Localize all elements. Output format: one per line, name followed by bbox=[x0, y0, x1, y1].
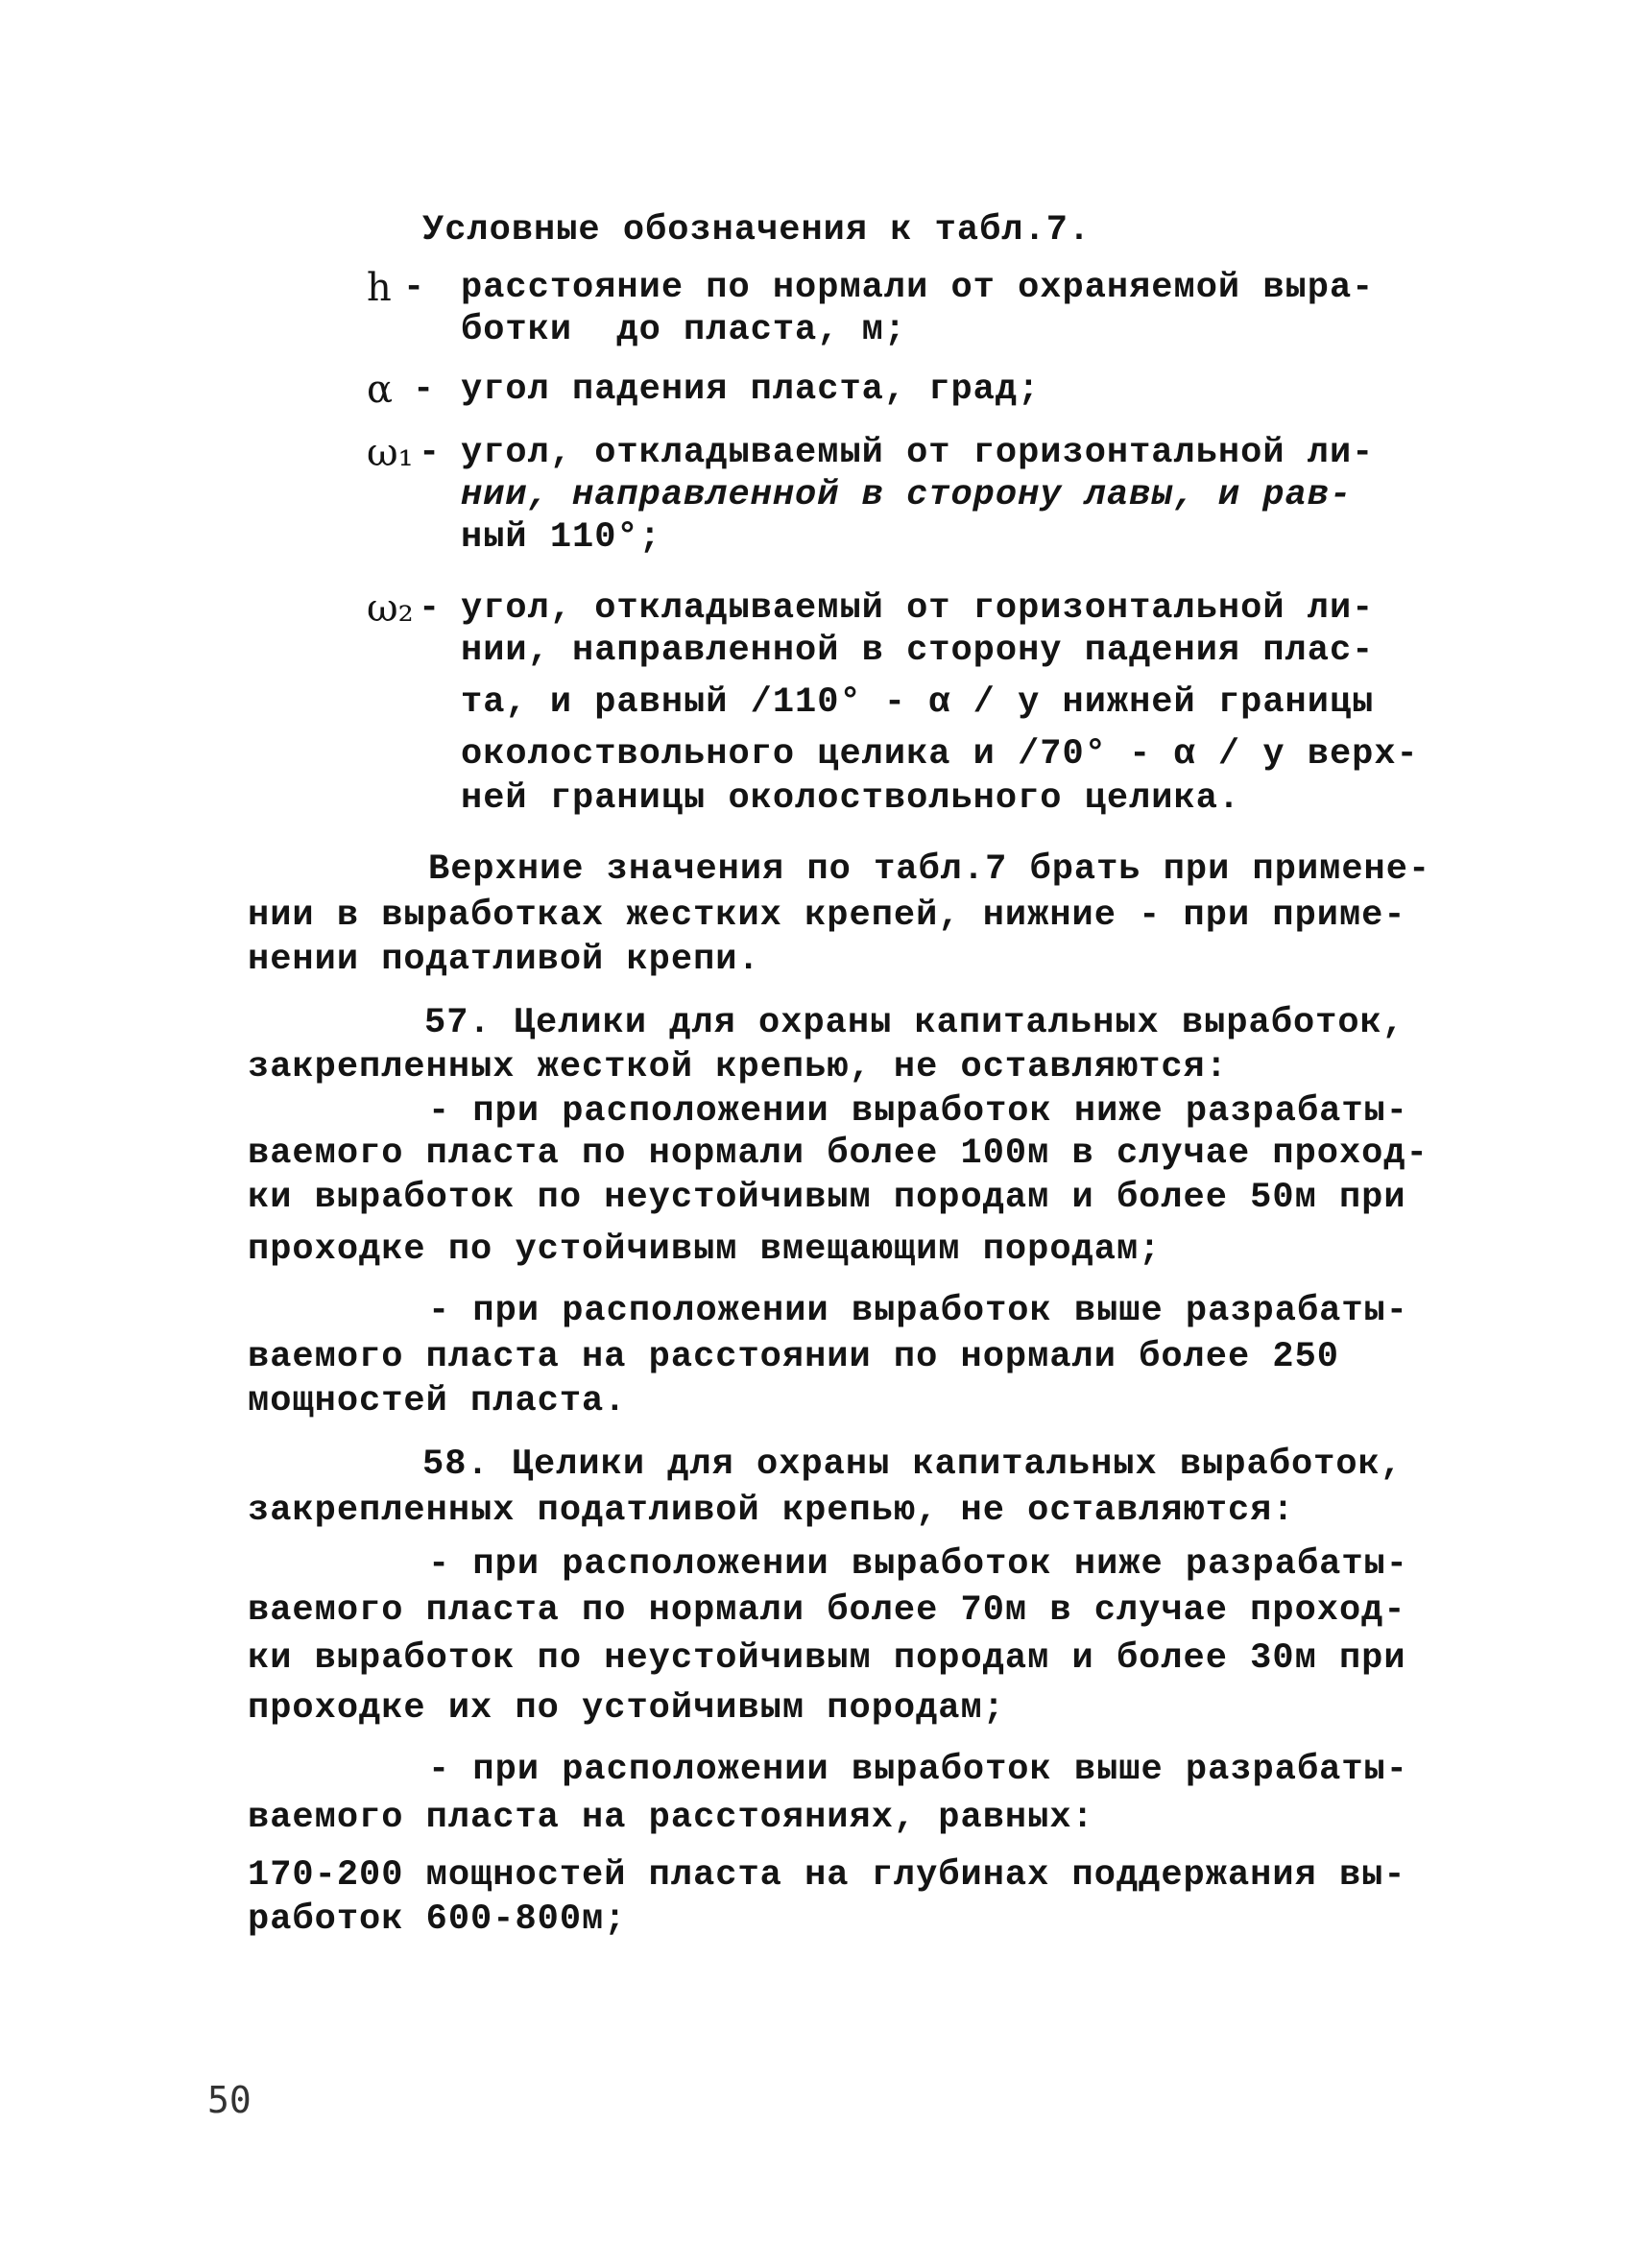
body-line: закрепленных податливой крепью, не оставляются: bbox=[248, 1491, 1295, 1531]
legend-item-omega1-line-2: нии, направленной в сторону лавы, и рав- bbox=[461, 475, 1353, 515]
legend-item-omega2-line-3: та, и равный /110° - α / у нижней границы bbox=[461, 682, 1375, 723]
legend-dash: - bbox=[419, 588, 441, 629]
body-line: закрепленных жесткой крепью, не оставляются: bbox=[248, 1047, 1228, 1087]
body-line: проходке по устойчивым вмещающим породам; bbox=[248, 1229, 1162, 1270]
body-line: ваемого пласта на расстоянии по нормали более 250 bbox=[248, 1337, 1339, 1377]
legend-dash: - bbox=[413, 370, 435, 410]
body-line: - при расположении выработок выше разрабаты- bbox=[428, 1291, 1408, 1331]
legend-item-alpha-line-1: угол падения пласта, град; bbox=[461, 370, 1041, 410]
legend-item-omega2-line-2: нии, направленной в сторону падения плас- bbox=[461, 631, 1375, 671]
legend-symbol-omega1: ω₁ bbox=[367, 431, 414, 475]
section-57-heading: 57. Целики для охраны капитальных выработок, bbox=[424, 1003, 1405, 1043]
body-line: мощностей пласта. bbox=[248, 1381, 627, 1421]
body-line: нии в выработках жестких крепей, нижние - при приме- bbox=[248, 895, 1406, 936]
body-line: Верхние значения по табл.7 брать при примене- bbox=[428, 849, 1431, 890]
legend-dash: - bbox=[419, 433, 441, 473]
body-line: ваемого пласта на расстояниях, равных: bbox=[248, 1798, 1094, 1838]
body-line: - при расположении выработок выше разрабаты- bbox=[428, 1750, 1408, 1790]
body-line: ваемого пласта по нормали более 70м в случае проход- bbox=[248, 1590, 1406, 1631]
body-line: ваемого пласта по нормали более 100м в случае проход- bbox=[248, 1134, 1429, 1174]
legend-symbol-alpha: α bbox=[367, 368, 394, 412]
body-line: ки выработок по неустойчивым породам и более 50м при bbox=[248, 1178, 1406, 1218]
body-line: проходке их по устойчивым породам; bbox=[248, 1688, 1005, 1729]
page-number: 50 bbox=[207, 2079, 252, 2121]
legend-item-omega1-line-3: ный 110°; bbox=[461, 517, 661, 558]
body-line: ки выработок по неустойчивым породам и более 30м при bbox=[248, 1638, 1406, 1679]
body-line: 170-200 мощностей пласта на глубинах поддержания вы- bbox=[248, 1855, 1406, 1896]
legend-symbol-omega2: ω₂ bbox=[367, 586, 414, 631]
legend-item-omega2-line-1: угол, откладываемый от горизонтальной ли- bbox=[461, 588, 1375, 629]
legend-item-omega2-line-5: ней границы околоствольного целика. bbox=[461, 778, 1241, 819]
legend-title: Условные обозначения к табл.7. bbox=[422, 210, 1092, 251]
legend-item-omega1-line-1: угол, откладываемый от горизонтальной ли- bbox=[461, 433, 1375, 473]
body-line: - при расположении выработок ниже разрабаты- bbox=[428, 1091, 1408, 1132]
legend-item-h-line-2: ботки до пласта, м; bbox=[461, 310, 907, 350]
legend-item-h-line-1: расстояние по нормали от охраняемой выра- bbox=[461, 268, 1375, 308]
legend-item-omega2-line-4: околоствольного целика и /70° - α / у верх- bbox=[461, 734, 1419, 775]
legend-dash: - bbox=[403, 268, 425, 308]
legend-symbol-h: h bbox=[367, 266, 392, 310]
section-58-heading: 58. Целики для охраны капитальных выработок, bbox=[422, 1444, 1403, 1485]
body-line: работок 600-800м; bbox=[248, 1899, 627, 1940]
body-line: - при расположении выработок ниже разрабаты- bbox=[428, 1544, 1408, 1585]
body-line: нении податливой крепи. bbox=[248, 940, 760, 980]
